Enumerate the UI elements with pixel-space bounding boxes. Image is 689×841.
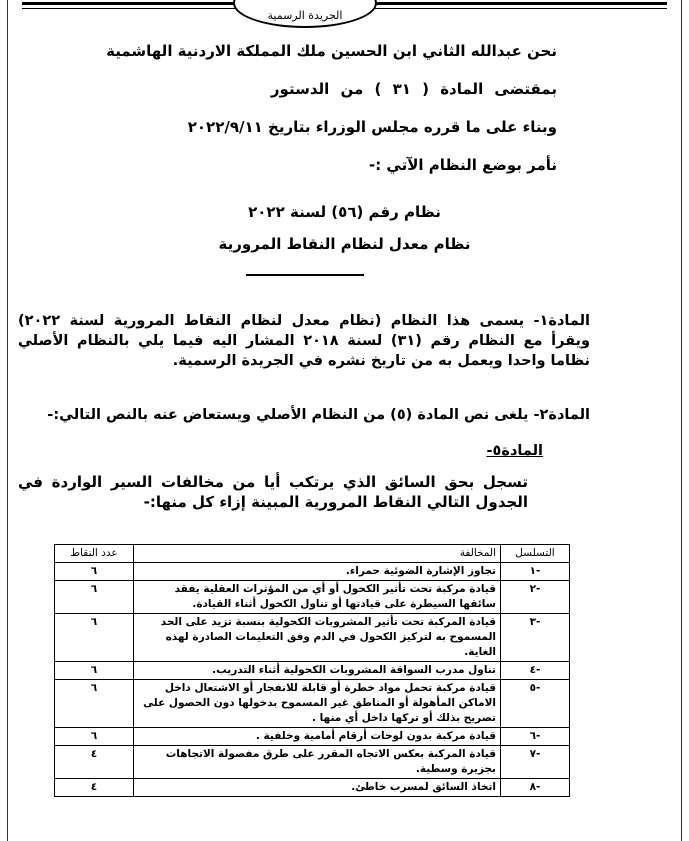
article-1: المادة١- يسمى هذا النظام (نظام معدل لنظام النقاط المرورية لسنة ٢٠٢٢) ويقرأ مع النظام رقم (٣١) لسنة ٢٠١٨ المشار اليه فيما يلي بالنظام الأصلي نظاما واحدا ويعمل به من تاريخ نشره في الجريدة الرسمية. xyxy=(18,313,590,369)
row-seq: -٣ xyxy=(501,614,570,662)
row-violation: تناول مدرب السواقة المشروبات الكحولية أثناء التدريب. xyxy=(134,662,501,680)
article-5-heading: المادة٥- xyxy=(486,443,543,459)
row-points: ٤ xyxy=(55,779,134,797)
row-points: ٦ xyxy=(55,728,134,746)
row-violation: قيادة مركبة بدون لوحات أرقام أمامية وخلفية . xyxy=(134,728,501,746)
row-seq: -٧ xyxy=(501,746,570,779)
table-row xyxy=(55,779,570,797)
row-violation: تجاوز الإشارة الضوئية حمراء. xyxy=(134,563,501,581)
regulation-number: نظام رقم (٥٦) لسنة ٢٠٢٢ xyxy=(248,203,441,221)
article-2: المادة٢- يلغى نص المادة (٥) من النظام الأصلي ويستعاض عنه بالنص التالي:- xyxy=(47,407,590,423)
table-row xyxy=(55,581,570,614)
row-seq: -٥ xyxy=(501,680,570,728)
regulation-title: نظام معدل لنظام النقاط المرورية xyxy=(218,235,471,253)
row-points: ٦ xyxy=(55,581,134,614)
row-violation: قيادة المركبة بعكس الاتجاه المقرر على طرق مفصولة الاتجاهات بجزيرة وسطية. xyxy=(134,746,501,779)
row-seq: -٢ xyxy=(501,581,570,614)
row-seq: -٦ xyxy=(501,728,570,746)
row-seq: -٤ xyxy=(501,662,570,680)
row-seq: -١ xyxy=(501,563,570,581)
row-points: ٤ xyxy=(55,746,134,779)
row-points: ٦ xyxy=(55,680,134,728)
table-row xyxy=(55,662,570,680)
header-seq: التسلسل xyxy=(501,545,570,563)
decree-line-2: بمقتضى المادة ( ٣١ ) من الدستور xyxy=(270,80,557,98)
header-violation: المخالفة xyxy=(134,545,501,563)
decree-line-4: نأمر بوضع النظام الآتي :- xyxy=(368,156,557,174)
table-row xyxy=(55,614,570,662)
table-header-row xyxy=(55,545,570,563)
article-5-text: تسجل بحق السائق الذي يرتكب أيا من مخالفات السير الواردة في الجدول التالي النقاط المرورية المبينة إزاء كل منها:- xyxy=(18,473,528,511)
decree-line-3: وبناء على ما قرره مجلس الوزراء بتاريخ ٢٠٢٢/٩/١١ xyxy=(187,118,557,136)
table-row xyxy=(55,746,570,779)
row-violation: قيادة مركبة تحت تأثير الكحول أو أي من المؤثرات العقلية يفقد سائقها السيطرة على قيادتها أو تناول الكحول أثناء القيادة. xyxy=(134,581,501,614)
row-violation: قيادة مركبة تحمل مواد خطرة أو قابلة للانفجار أو الاشتعال داخل الاماكن المأهولة أو المناطق غير المسموح بدخولها دون الحصول على تصريح بذلك أو تركها داخل أي منها . xyxy=(134,680,501,728)
table-row xyxy=(55,680,570,728)
row-points: ٦ xyxy=(55,662,134,680)
row-points: ٦ xyxy=(55,563,134,581)
decree-line-1: نحن عبدالله الثاني ابن الحسين ملك المملكة الاردنية الهاشمية xyxy=(106,42,557,60)
row-violation: قيادة المركبة تحت تأثير المشروبات الكحولية بنسبة تزيد على الحد المسموح به لتركيز الكحول في الدم وفق التعليمات الصادرة لهذه الغاية. xyxy=(134,614,501,662)
table-row xyxy=(55,563,570,581)
gazette-name: الجريدة الرسمية xyxy=(267,9,343,22)
header-points: عدد النقاط xyxy=(55,545,134,563)
violations-table xyxy=(54,544,570,797)
row-violation: اتخاذ السائق لمسرب خاطئ. xyxy=(134,779,501,797)
title-underline xyxy=(246,274,364,276)
table-row xyxy=(55,728,570,746)
row-seq: -٨ xyxy=(501,779,570,797)
row-points: ٦ xyxy=(55,614,134,662)
